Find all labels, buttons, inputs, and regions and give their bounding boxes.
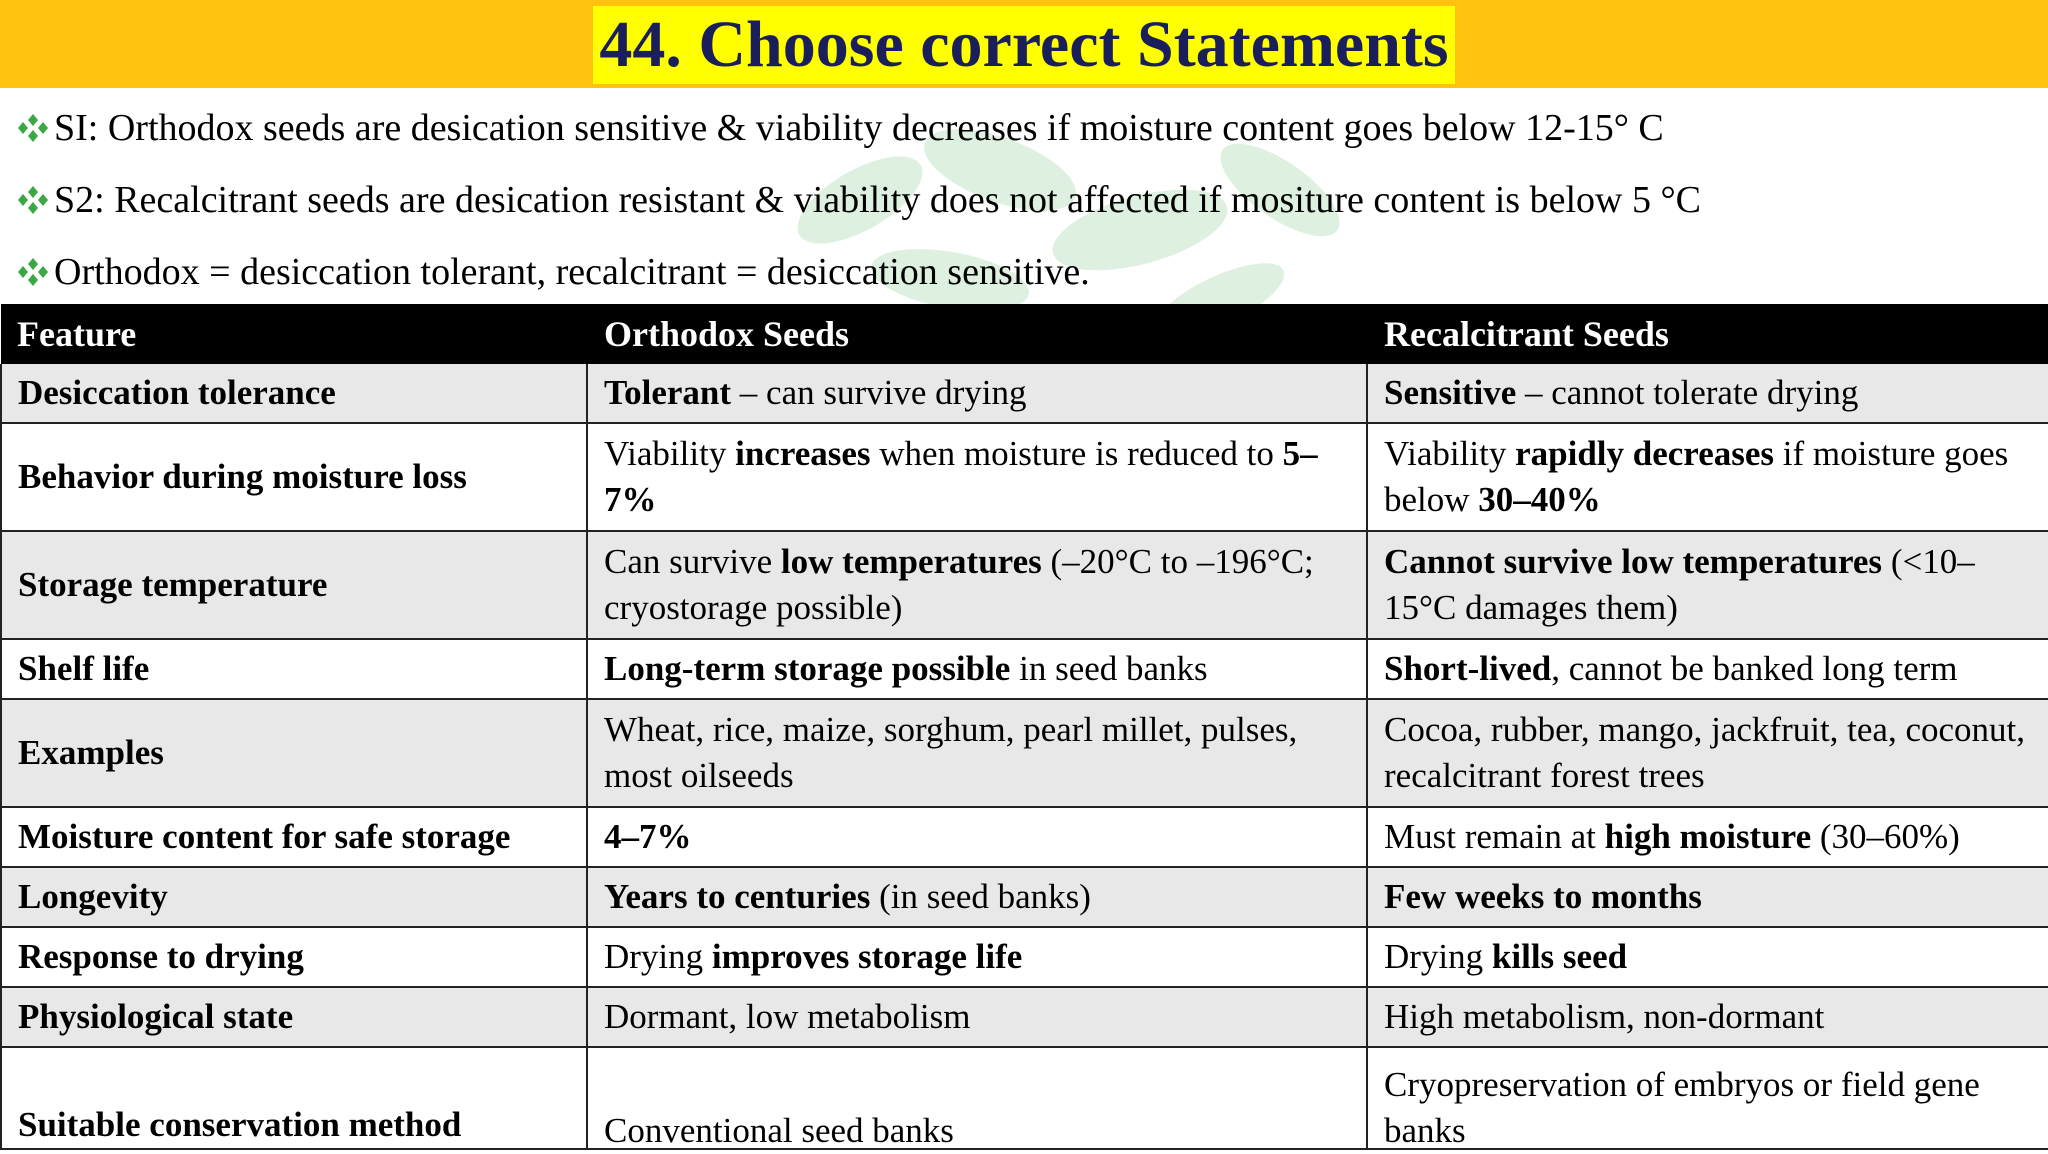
table-body xyxy=(1,364,2048,1149)
diamond-bullet-icon xyxy=(14,255,52,289)
bold-text: increases xyxy=(735,434,871,473)
recalcitrant-cell-text xyxy=(1384,539,2032,631)
text: Conventional seed banks xyxy=(604,1111,954,1150)
bold-text: 30–40% xyxy=(1478,480,1601,519)
recalcitrant-cell xyxy=(1367,423,2048,531)
text: Can survive xyxy=(604,542,781,581)
bold-text: Years to centuries xyxy=(604,877,871,916)
table-row xyxy=(1,807,2048,867)
text: Drying xyxy=(1384,937,1492,976)
bold-text: rapidly decreases xyxy=(1515,434,1775,473)
text: Viability xyxy=(604,434,736,473)
text: – cannot tolerate drying xyxy=(1516,373,1859,412)
recalcitrant-cell xyxy=(1367,364,2048,423)
recalcitrant-cell-text xyxy=(1384,370,2032,416)
recalcitrant-cell xyxy=(1367,867,2048,927)
recalcitrant-cell-text xyxy=(1384,646,2032,692)
statement-list xyxy=(14,92,2034,308)
recalcitrant-cell-text xyxy=(1384,707,2032,799)
feature-cell: Behavior during moisture loss xyxy=(1,423,587,531)
text: in seed banks xyxy=(1010,649,1208,688)
bold-text: Short-lived xyxy=(1384,649,1552,688)
text: Cocoa, rubber, mango, jackfruit, tea, coconut, recalcitrant forest trees xyxy=(1384,710,2026,795)
table-row xyxy=(1,927,2048,987)
recalcitrant-cell xyxy=(1367,987,2048,1047)
feature-cell: Physiological state xyxy=(1,987,587,1047)
feature-cell: Storage temperature xyxy=(1,531,587,639)
text: (in seed banks) xyxy=(870,877,1091,916)
recalcitrant-cell-text xyxy=(1384,814,2032,860)
bold-text: Sensitive xyxy=(1384,373,1517,412)
orthodox-cell xyxy=(587,639,1367,699)
orthodox-cell-text xyxy=(604,431,1350,523)
orthodox-cell xyxy=(587,867,1367,927)
recalcitrant-cell xyxy=(1367,699,2048,807)
statement-text: S2: Recalcitrant seeds are desication resistant & viability does not affected if mositure content is below 5 °C xyxy=(54,179,1702,221)
statement-text: SI: Orthodox seeds are desication sensitive & viability decreases if moisture content goes below 12-15° C xyxy=(54,107,1664,149)
recalcitrant-cell-text xyxy=(1384,994,2032,1040)
orthodox-cell-text xyxy=(604,370,1350,416)
feature-cell: Longevity xyxy=(1,867,587,927)
text: Must remain at xyxy=(1384,817,1605,856)
orthodox-cell-text xyxy=(604,994,1350,1040)
text: Drying xyxy=(604,937,712,976)
table-row xyxy=(1,423,2048,531)
bold-text: low temperatures xyxy=(780,542,1042,581)
text: Wheat, rice, maize, sorghum, pearl millet, pulses, most oilseeds xyxy=(604,710,1298,795)
statement-3 xyxy=(14,236,2034,308)
text: Cryopreservation of embryos or field gene banks xyxy=(1384,1065,1980,1150)
recalcitrant-cell xyxy=(1367,1047,2048,1149)
text: High metabolism, non-dormant xyxy=(1384,997,1825,1036)
table-row xyxy=(1,987,2048,1047)
orthodox-cell xyxy=(587,699,1367,807)
orthodox-cell xyxy=(587,807,1367,867)
bold-text: Tolerant xyxy=(604,373,732,412)
orthodox-cell-text xyxy=(604,1108,1350,1154)
column-header-orthodox: Orthodox Seeds xyxy=(587,304,1367,364)
text: – can survive drying xyxy=(731,373,1027,412)
table-header-row xyxy=(1,304,2048,364)
comparison-table xyxy=(0,304,2048,1150)
feature-cell: Response to drying xyxy=(1,927,587,987)
bold-text: kills seed xyxy=(1491,937,1628,976)
feature-cell: Moisture content for safe storage xyxy=(1,807,587,867)
table-row xyxy=(1,531,2048,639)
table-row xyxy=(1,1047,2048,1149)
recalcitrant-cell-text xyxy=(1384,934,2032,980)
text: Dormant, low metabolism xyxy=(604,997,971,1036)
text: (–20°C to –196°C; cryostorage possible) xyxy=(604,542,1314,627)
text: if moisture goes below xyxy=(1384,434,2009,519)
text: (<10–15°C damages them) xyxy=(1384,542,1975,627)
recalcitrant-cell-text xyxy=(1384,431,2032,523)
column-header-recalcitrant: Recalcitrant Seeds xyxy=(1367,304,2048,364)
table-row xyxy=(1,867,2048,927)
title-banner xyxy=(0,0,2048,88)
bold-text: 4–7% xyxy=(604,817,692,856)
orthodox-cell xyxy=(587,364,1367,423)
bold-text: high moisture xyxy=(1604,817,1812,856)
column-header-feature: Feature xyxy=(1,304,587,364)
recalcitrant-cell xyxy=(1367,531,2048,639)
orthodox-cell-text xyxy=(604,646,1350,692)
bold-text: 5–7% xyxy=(604,434,1318,519)
orthodox-cell-text xyxy=(604,539,1350,631)
text: Viability xyxy=(1384,434,1516,473)
orthodox-cell xyxy=(587,1047,1367,1149)
feature-cell: Examples xyxy=(1,699,587,807)
orthodox-cell xyxy=(587,987,1367,1047)
page-title: 44. Choose correct Statements xyxy=(593,6,1454,84)
orthodox-cell-text xyxy=(604,874,1350,920)
table-row xyxy=(1,639,2048,699)
orthodox-cell-text xyxy=(604,814,1350,860)
feature-cell: Desiccation tolerance xyxy=(1,364,587,423)
feature-cell: Shelf life xyxy=(1,639,587,699)
orthodox-cell-text xyxy=(604,934,1350,980)
orthodox-cell xyxy=(587,927,1367,987)
statement-text: Orthodox = desiccation tolerant, recalcitrant = desiccation sensitive. xyxy=(54,251,1090,293)
recalcitrant-cell-text xyxy=(1384,874,2032,920)
orthodox-cell xyxy=(587,531,1367,639)
bold-text: improves storage life xyxy=(711,937,1023,976)
bold-text: Few weeks to months xyxy=(1384,877,1702,916)
bold-text: Long-term storage possible xyxy=(604,649,1011,688)
bold-text: Cannot survive low temperatures xyxy=(1384,542,1883,581)
recalcitrant-cell xyxy=(1367,927,2048,987)
recalcitrant-cell xyxy=(1367,807,2048,867)
recalcitrant-cell xyxy=(1367,639,2048,699)
orthodox-cell-text xyxy=(604,707,1350,799)
table-row xyxy=(1,364,2048,423)
text: when moisture is reduced to xyxy=(870,434,1283,473)
feature-cell: Suitable conservation method xyxy=(1,1047,587,1149)
diamond-bullet-icon xyxy=(14,111,52,145)
diamond-bullet-icon xyxy=(14,183,52,217)
table-row xyxy=(1,699,2048,807)
statement-2 xyxy=(14,164,2034,236)
text: , cannot be banked long term xyxy=(1551,649,1958,688)
recalcitrant-cell-text xyxy=(1384,1062,2032,1154)
text: (30–60%) xyxy=(1811,817,1960,856)
orthodox-cell xyxy=(587,423,1367,531)
statement-1 xyxy=(14,92,2034,164)
